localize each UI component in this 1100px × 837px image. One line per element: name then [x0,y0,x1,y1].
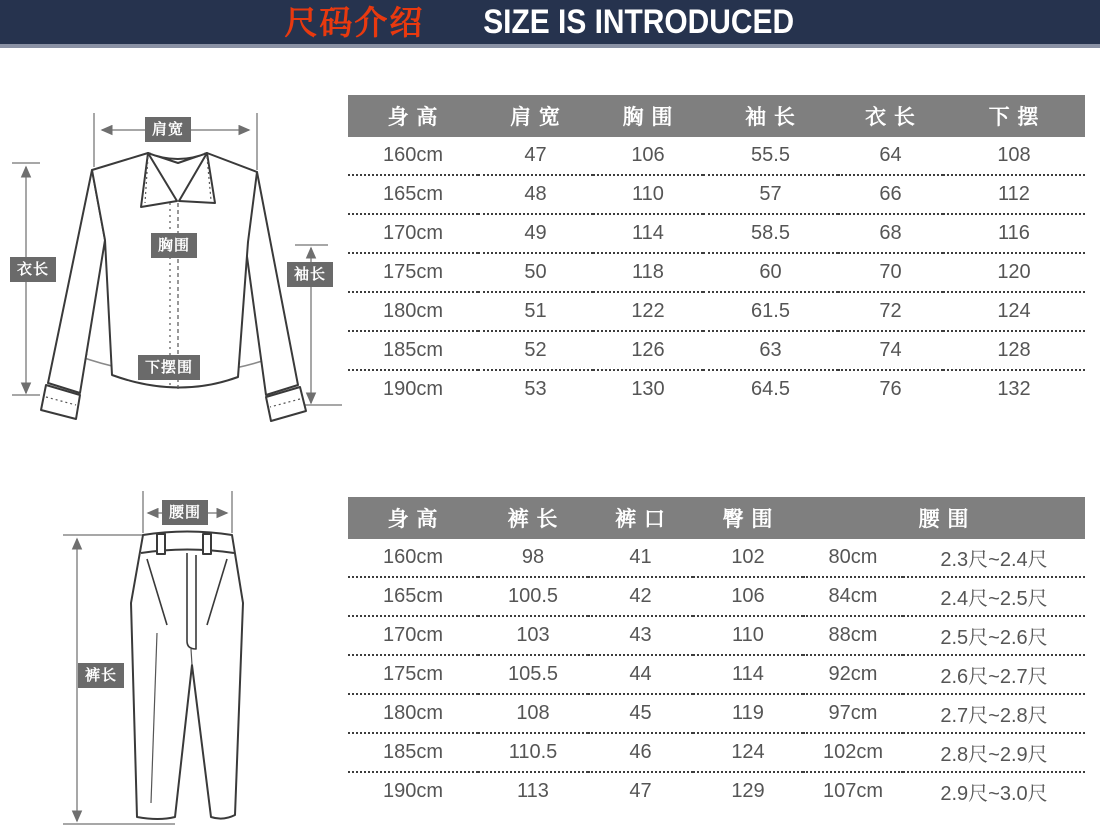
column-header-waist: 腰 围 [803,497,1085,539]
column-header-pants-length: 裤 长 [478,497,588,539]
table-row [348,772,1085,810]
sleeve-length-label: 袖长 [287,262,333,287]
pants-measurement-diagram [55,483,345,833]
table-cell: 103 [478,616,588,655]
table-row [348,331,1085,370]
table-row [348,616,1085,655]
table-row [348,539,1085,577]
table-cell: 129 [731,780,765,802]
table-row [348,577,1085,616]
table-cell: 165cm [348,175,478,214]
table-cell: 50 [478,253,593,292]
table-cell: 63 [703,331,838,370]
table-row [348,694,1085,733]
table-cell: 132 [997,378,1031,400]
table-cell: 41 [588,539,693,577]
table-cell: 55.5 [703,137,838,175]
table-cell: 114 [593,214,703,253]
table-cell: 185cm [348,733,478,772]
table-cell: 190cm [382,378,444,400]
table-cell: 122 [593,292,703,331]
table-cell: 57 [703,175,838,214]
table-cell: 128 [943,331,1085,370]
table-cell: 119 [693,694,803,733]
table-cell: 107cm [822,780,884,802]
table-row [348,370,1085,408]
table-cell: 70 [838,253,943,292]
table-cell: 180cm [348,292,478,331]
table-cell: 2.5尺~2.6尺 [903,616,1085,655]
table-cell: 64.5 [751,378,790,400]
table-cell: 130 [631,378,665,400]
title-bar [0,0,1100,48]
table-cell: 116 [943,214,1085,253]
table-cell: 118 [593,253,703,292]
table-cell: 98 [478,539,588,577]
table-cell: 60 [703,253,838,292]
table-cell: 165cm [348,577,478,616]
table-cell: 185cm [348,331,478,370]
shirt-measurement-diagram [10,105,345,450]
table-cell: 48 [478,175,593,214]
column-header-height: 身 高 [348,95,478,137]
table-cell: 47 [629,780,652,802]
shoulder-width-label: 肩宽 [145,117,191,142]
column-header-height: 身 高 [348,497,478,539]
table-cell: 68 [838,214,943,253]
table-row [348,253,1085,292]
column-header-shoulder: 肩 宽 [478,95,593,137]
table-cell: 110 [593,175,703,214]
table-cell: 92cm [803,655,903,694]
table-cell: 84cm [803,577,903,616]
table-cell: 160cm [348,539,478,577]
table-row [348,292,1085,331]
table-cell: 124 [693,733,803,772]
pants-drawing [55,483,345,833]
table-cell: 124 [943,292,1085,331]
table-cell: 175cm [348,655,478,694]
column-header-hip: 臀 围 [693,497,803,539]
table-cell: 2.4尺~2.5尺 [903,577,1085,616]
table-cell: 2.3尺~2.4尺 [903,539,1085,577]
shirt-size-table [348,95,1085,408]
table-cell: 108 [478,694,588,733]
table-cell: 46 [588,733,693,772]
chest-label: 胸围 [151,233,197,258]
column-header-sleeve: 袖 长 [703,95,838,137]
table-cell: 170cm [348,214,478,253]
table-cell: 74 [838,331,943,370]
table-cell: 110.5 [478,733,588,772]
table-cell: 120 [943,253,1085,292]
table-cell: 72 [838,292,943,331]
table-cell: 64 [838,137,943,175]
table-cell: 102 [693,539,803,577]
table-cell: 80cm [803,539,903,577]
pants-length-label: 裤长 [78,663,124,688]
table-cell: 175cm [348,253,478,292]
table-cell: 51 [478,292,593,331]
table-cell: 113 [517,780,549,802]
table-row [348,214,1085,253]
table-cell: 2.8尺~2.9尺 [903,733,1085,772]
table-row [348,137,1085,175]
table-row [348,733,1085,772]
column-header-chest: 胸 围 [593,95,703,137]
table-row [348,655,1085,694]
table-cell: 66 [838,175,943,214]
page-title-english: SIZE IS INTRODUCED [483,3,795,41]
table-cell: 106 [593,137,703,175]
table-cell: 108 [943,137,1085,175]
shirt-table-header-row [348,95,1085,137]
table-cell: 2.6尺~2.7尺 [903,655,1085,694]
table-cell: 53 [524,378,547,400]
table-cell: 112 [943,175,1085,214]
table-cell: 52 [478,331,593,370]
table-cell: 126 [593,331,703,370]
table-cell: 2.9尺~3.0尺 [940,783,1048,805]
table-cell: 106 [693,577,803,616]
table-cell: 61.5 [703,292,838,331]
column-header-garment-length: 衣 长 [838,95,943,137]
column-header-hem: 下 摆 [943,95,1085,137]
table-cell: 45 [588,694,693,733]
table-cell: 44 [588,655,693,694]
pants-table-header-row [348,497,1085,539]
hem-label: 下摆围 [138,355,200,380]
pants-outline [131,532,243,820]
table-cell: 88cm [803,616,903,655]
table-cell: 190cm [382,780,444,802]
table-row [348,175,1085,214]
table-cell: 2.7尺~2.8尺 [903,694,1085,733]
pants-size-table [348,497,1085,810]
table-cell: 105.5 [478,655,588,694]
table-cell: 49 [478,214,593,253]
table-cell: 43 [588,616,693,655]
garment-length-label: 衣长 [10,257,56,282]
table-cell: 47 [478,137,593,175]
table-cell: 170cm [348,616,478,655]
table-cell: 42 [588,577,693,616]
table-cell: 102cm [803,733,903,772]
table-cell: 180cm [348,694,478,733]
waist-label: 腰围 [162,500,208,525]
shirt-outline [41,153,306,421]
table-cell: 114 [693,655,803,694]
table-cell: 58.5 [703,214,838,253]
table-cell: 97cm [803,694,903,733]
table-cell: 110 [693,616,803,655]
page-title-chinese: 尺码介绍 [284,3,425,41]
column-header-leg-opening: 裤 口 [588,497,693,539]
table-cell: 100.5 [478,577,588,616]
table-cell: 76 [879,378,902,400]
table-cell: 160cm [348,137,478,175]
